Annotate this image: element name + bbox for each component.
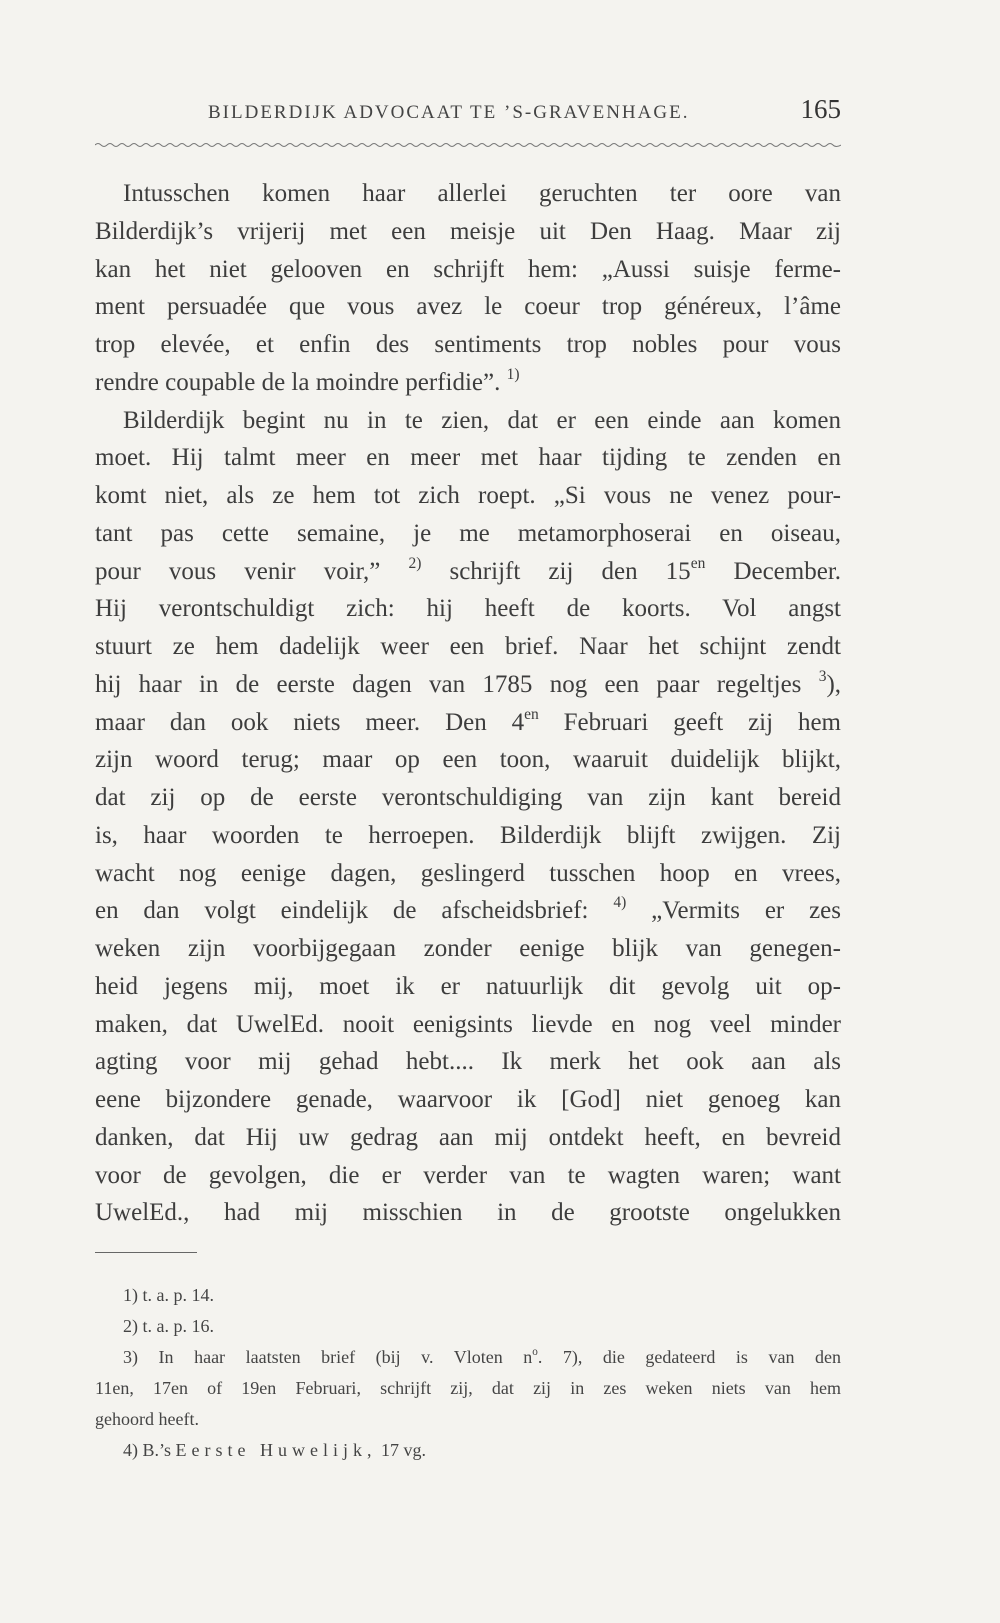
text-segment: en dan volgt eindelijk de afscheidsbrief: [95,897,589,925]
text-line: kan het niet gelooven en schrijft hem: „Aussi suisje ferme- [95,255,841,283]
footnote-marker: 4) [123,1440,138,1460]
text-segment: maar dan ook niets meer. Den 4 [95,708,525,736]
text-line [95,704,841,742]
text-line: voor de gevolgen, die er verder van te wagten waren; want [95,1161,841,1189]
footnote-ref: 3 [818,667,827,685]
footnote-text: B.’s [142,1440,176,1460]
text-segment: hij haar in de eerste dagen van 1785 nog een paar regeltjes [95,670,802,698]
footnote-text: 17 vg. [376,1440,426,1460]
body-text [95,175,841,1232]
footnote-marker: 1) [123,1285,138,1305]
text-line [95,364,841,402]
ordinal-suffix: en [524,705,539,723]
footnote-ref: 2) [408,554,422,572]
footnote-marker: 2) [123,1316,138,1336]
text-line: Bilderdijk’s vrijerij met een meisje uit Den Haag. Maar zij [95,217,841,245]
text-line: is, haar woorden te herroepen. Bilderdijk blijft zwijgen. Zij [95,821,841,849]
footnote-4 [95,1435,841,1466]
text-line: zijn woord terug; maar op een toon, waaruit duidelijk blijkt, [95,746,841,774]
footnote-text: In haar laatsten brief (bij v. Vloten n [158,1347,533,1367]
text-line: weken zijn voorbijgegaan zonder eenige blijk van genegen- [95,935,841,962]
footnotes [95,1280,841,1466]
footnote-3-cont: 11en, 17en of 19en Februari, schrijft zij, dat zij in zes weken niets van hem [95,1378,841,1398]
text-line: Intusschen komen haar allerlei geruchten ter oore van [123,180,841,207]
text-segment: December. [733,557,842,585]
text-segment: „Vermits er zes [651,897,842,925]
text-line: heid jegens mij, moet ik er natuurlijk dit gevolg uit op- [95,972,841,1000]
footnote-divider [95,1252,197,1253]
text-line: komt niet, als ze hem tot zich roept. „Si vous ne venez pour- [95,482,841,509]
text-line: moet. Hij talmt meer en meer met haar tijding te zenden en [95,444,841,472]
text-line: wacht nog eenige dagen, geslingerd tusschen hoop en vrees, [95,859,841,887]
text-line: trop elevée, et enfin des sentiments trop nobles pour vous [95,331,841,358]
footnote-3-end: gehoord heeft. [95,1409,199,1429]
footnote-title-spaced: Eerste Huwelijk, [175,1440,377,1460]
footnote-text: t. a. p. 16. [142,1316,214,1336]
footnote-text: . 7), die gedateerd is van den [537,1347,841,1367]
ordinal-suffix: en [690,554,706,572]
text-line: agting voor mij gehad hebt.... Ik merk het ook aan als [95,1048,841,1076]
text-line [95,892,841,930]
text-segment: schrijft zij den 15 [449,557,691,585]
running-head [95,96,841,136]
footnote-ref: 4) [613,894,627,912]
text-segment: pour vous venir voir,” [95,557,381,585]
footnote-text: t. a. p. 14. [142,1285,214,1305]
wavy-header-rule [95,142,841,148]
text-line: Hij verontschuldigt zich: hij heeft de koorts. Vol angst [95,595,841,623]
text-line: danken, dat Hij uw gedrag aan mij ontdekt heeft, en bevreid [95,1123,841,1151]
text-line: ment persuadée que vous avez le coeur trop généreux, l’âme [95,293,841,321]
text-line [95,553,841,591]
page-number: 165 [800,94,841,124]
running-title: BILDERDIJK ADVOCAAT TE ’S-GRAVENHAGE. [208,102,690,123]
degree-mark: o [532,1346,538,1359]
text-line: dat zij op de eerste verontschuldiging van zijn kant bereid [95,784,841,811]
text-segment: rendre coupable de la moindre perfidie”. [95,368,501,396]
footnote-2 [95,1311,841,1342]
text-line: Bilderdijk begint nu in te zien, dat er een einde aan komen [123,406,841,434]
footnote-3 [95,1342,841,1373]
text-line: tant pas cette semaine, je me metamorphoserai en oiseau, [95,519,841,547]
text-line: eene bijzondere genade, waarvoor ik [God] niet genoeg kan [95,1086,841,1113]
footnote-marker: 3) [123,1347,138,1367]
text-segment: ), [826,670,842,698]
text-line: maken, dat UwelEd. nooit eenigsints lievde en nog veel minder [95,1010,841,1038]
text-line [95,666,841,704]
text-line: stuurt ze hem dadelijk weer een brief. Naar het schijnt zendt [95,633,841,660]
footnote-1 [95,1280,841,1311]
text-segment: Februari geeft zij hem [563,708,841,736]
text-line: UwelEd., had mij misschien in de grootste ongelukken [95,1199,841,1227]
footnote-ref: 1) [506,365,520,383]
